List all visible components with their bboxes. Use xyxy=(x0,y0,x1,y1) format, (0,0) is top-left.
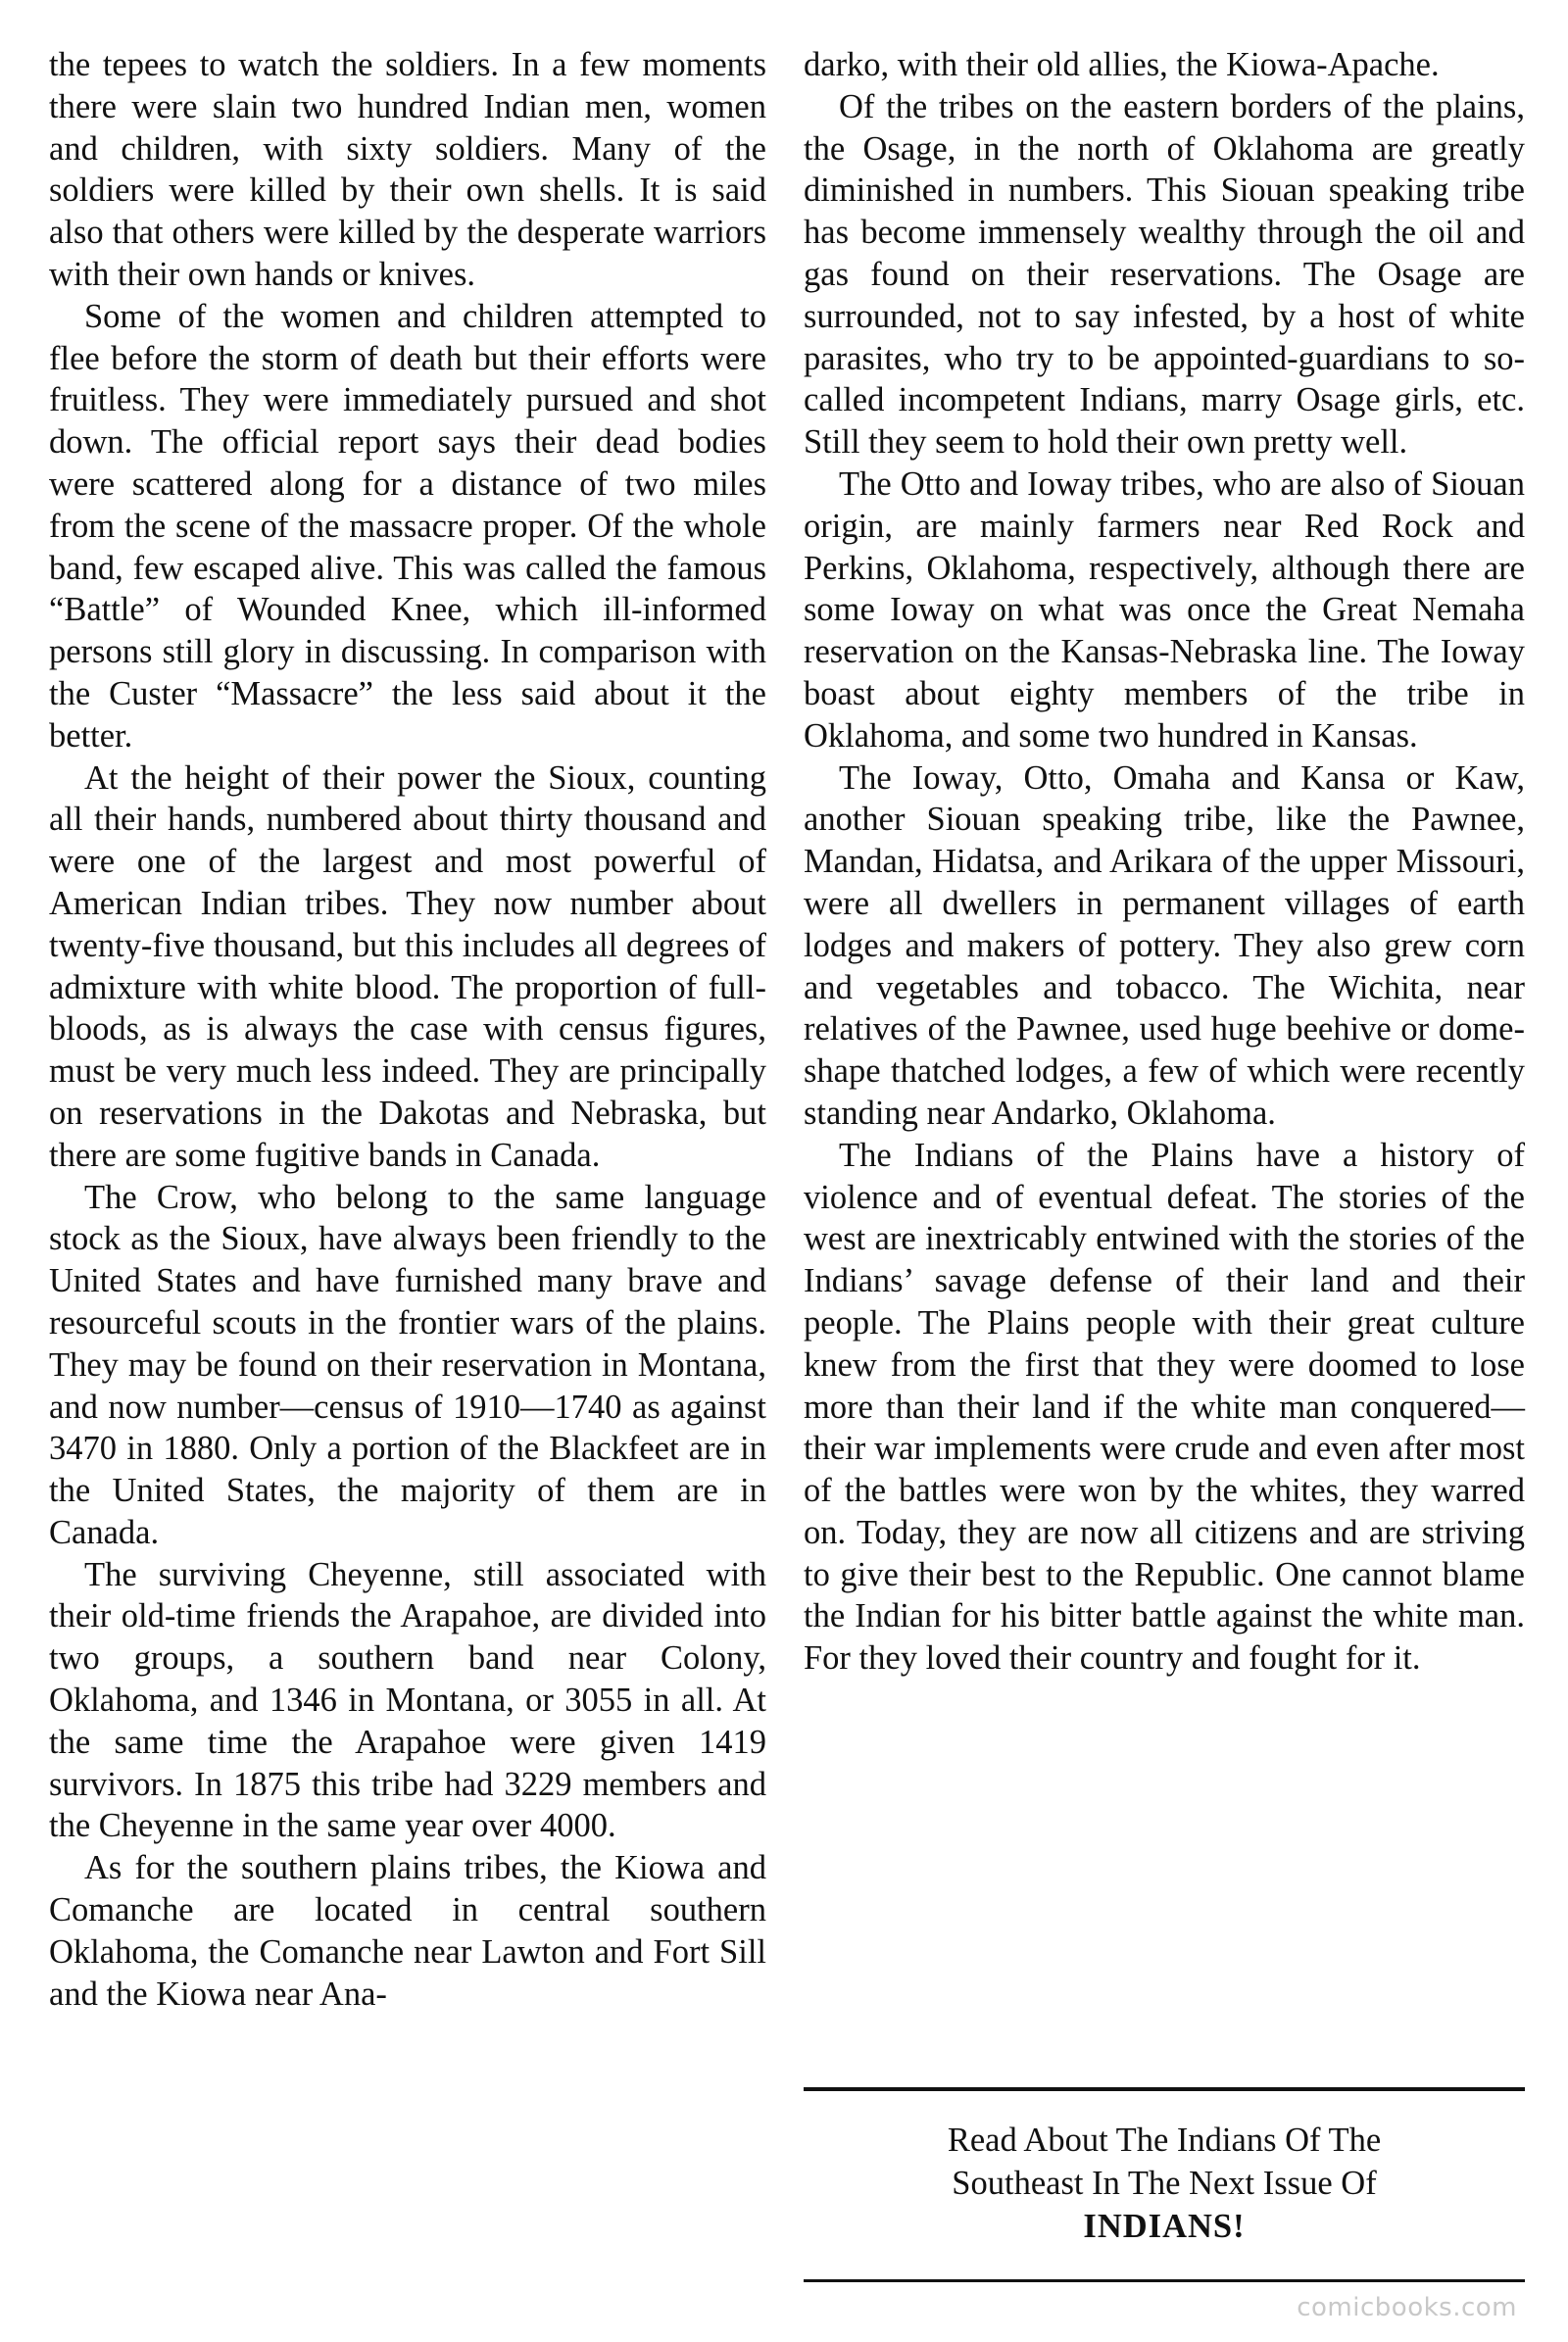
right-column xyxy=(804,44,1525,1680)
right-paragraph-4: The Ioway, Otto, Omaha and Kansa or Kaw, another Siouan speaking tribe, like the Pawnee, Mandan, Hidatsa, and Arikara of the upper Missouri, were all dwellers in permanent villages of earth lodges and makers of pottery. They also grew corn and vegetables and tobacco. The Wichita, near relatives of the Pawnee, used huge beehive or dome-shape thatched lodges, a few of which were recently standing near Andarko, Oklahoma. xyxy=(804,758,1525,1132)
left-paragraph-5: The surviving Cheyenne, still associated with their old-time friends the Arapahoe, are divided into two groups, a southern band near Colony, Oklahoma, and 1346 in Montana, or 3055 in all. At the same time the Arapahoe were given 1419 survivors. In 1875 this tribe had 3229 members and the Cheyenne in the same year over 4000. xyxy=(49,1555,766,1845)
right-paragraph-5: The Indians of the Plains have a history of violence and of eventual defeat. The stories of the west are inextricably entwined with the stories of the Indians’ savage defense of their land and their people. The Plains people with their great culture knew from the first that they were doomed to lose more than their land if the white man conquered—their war implements were crude and even after most of the battles were won by the whites, they warred on. Today, they are now all citizens and are striving to give their best to the Republic. One cannot blame the Indian for his bitter battle against the white man. For they loved their country and fought for it. xyxy=(804,1136,1525,1678)
notice-line-1: Read About The Indians Of The xyxy=(947,2122,1382,2159)
left-paragraph-3: At the height of their power the Sioux, counting all their hands, numbered about thirty thousand and were one of the largest and most powerful of American Indian tribes. They now number about twenty-five thousand, but this includes all degrees of admixture with white blood. The proportion of full-bloods, as is always the case with census figures, must be very much less indeed. They are principally on reservations in the Dakotas and Nebraska, but there are some fugitive bands in Canada. xyxy=(49,758,766,1174)
left-paragraph-1: the tepees to watch the soldiers. In a few moments there were slain two hundred Indian men, women and children, with sixty soldiers. Many of the soldiers were killed by their own shells. It is said also that others were killed by the desperate warriors with their own hands or knives. xyxy=(49,46,766,293)
right-paragraph-1: darko, with their old allies, the Kiowa-Apache. xyxy=(804,46,1440,83)
notice-line-2: Southeast In The Next Issue Of xyxy=(952,2165,1377,2202)
notice-top-rule xyxy=(804,2087,1525,2091)
left-paragraph-4: The Crow, who belong to the same language stock as the Sioux, have always been friendly to the United States and have furnished many brave and resourceful scouts in the frontier wars of the plains. They may be found on their reservation in Montana, and now number—census of 1910—1740 as against 3470 in 1880. Only a portion of the Blackfeet are in the United States, the majority of them are in Canada. xyxy=(49,1178,766,1551)
notice-bottom-rule xyxy=(804,2279,1525,2282)
watermark: comicbooks.com xyxy=(1297,2293,1517,2322)
next-issue-notice xyxy=(804,2119,1525,2248)
left-paragraph-2: Some of the women and children attempted to flee before the storm of death but their efforts were fruitless. They were immediately pursued and shot down. The official report says their dead bodies were scattered along for a distance of two miles from the scene of the massacre proper. Of the whole band, few escaped alive. This was called the famous “Battle” of Wounded Knee, which ill-informed persons still glory in discussing. In comparison with the Custer “Massacre” the less said about it the better. xyxy=(49,297,766,755)
left-paragraph-6: As for the southern plains tribes, the Kiowa and Comanche are located in central southern Oklahoma, the Comanche near Lawton and Fort Sill and the Kiowa near Ana- xyxy=(49,1849,766,2013)
right-paragraph-3: The Otto and Ioway tribes, who are also of Siouan origin, are mainly farmers near Red Rock and Perkins, Oklahoma, respectively, although there are some Ioway on what was once the Great Nemaha reservation on the Kansas-Nebraska line. The Ioway boast about eighty members of the tribe in Oklahoma, and some two hundred in Kansas. xyxy=(804,464,1525,755)
notice-line-3: INDIANS! xyxy=(1083,2208,1246,2245)
left-column xyxy=(49,44,766,2015)
right-paragraph-2: Of the tribes on the eastern borders of the plains, the Osage, in the north of Oklahoma are greatly diminished in numbers. This Siouan speaking tribe has become immensely wealthy through the oil and gas found on their reservations. The Osage are surrounded, not to say infested, by a host of white parasites, who try to be appointed-guardians to so-called incompetent Indians, marry Osage girls, etc. Still they seem to hold their own pretty well. xyxy=(804,87,1525,462)
